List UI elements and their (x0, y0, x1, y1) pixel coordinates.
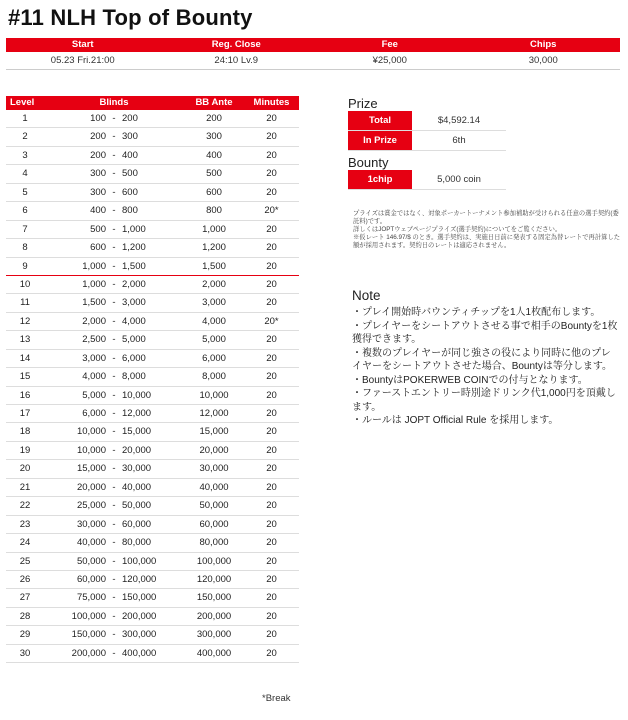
small-blind-value: 200,000 (71, 647, 106, 659)
small-blind-value: 200 (90, 131, 106, 143)
minutes-cell: 20 (266, 186, 277, 198)
blinds-separator: - (112, 426, 116, 438)
blinds-cell (44, 276, 184, 293)
minutes-cell: 20 (266, 168, 277, 180)
fine-print-line: プライズは賞金ではなく、対象ポーカートーナメント参加補助が受けられる任意の選手契約(委託料)です。 (353, 210, 619, 225)
minutes-cell: 20 (266, 149, 277, 161)
level-cell: 3 (22, 149, 28, 161)
note-item: ・ファーストエントリー時別途ドリンク代1,000円を頂戴します。 (352, 388, 616, 413)
big-blind-value: 300,000 (122, 629, 157, 641)
level-cell: 20 (19, 463, 31, 475)
blinds-separator: - (112, 555, 116, 567)
big-blind-value: 1,200 (122, 242, 146, 254)
minutes-cell: 20 (266, 260, 277, 272)
minutes-cell: 20 (266, 242, 277, 254)
minutes-cell: 20 (266, 352, 277, 364)
blinds-separator: - (112, 205, 116, 217)
level-cell: 4 (22, 168, 28, 180)
blind-structure-table (6, 96, 299, 663)
small-blind-value: 25,000 (76, 500, 106, 512)
prize-row-in-prize (348, 131, 506, 151)
big-blind-value: 15,000 (122, 426, 152, 438)
big-blind-value: 12,000 (122, 408, 152, 419)
bb-ante-cell: 120,000 (196, 573, 232, 585)
blinds-body (6, 110, 299, 663)
header-bb-ante: BB Ante (195, 97, 233, 108)
blinds-cell (44, 294, 184, 311)
bb-ante-cell: 2,000 (202, 278, 226, 290)
minutes-cell: 20 (266, 113, 277, 124)
small-blind-value: 50,000 (76, 555, 106, 567)
level-cell: 8 (22, 242, 28, 254)
level-cell: 12 (19, 315, 31, 327)
blinds-cell (44, 626, 184, 643)
blind-level-row (6, 202, 299, 220)
small-blind-value: 40,000 (76, 537, 106, 549)
big-blind-value: 400 (122, 149, 138, 161)
big-blind-value: 4,000 (122, 315, 146, 327)
big-blind-value: 60,000 (122, 518, 152, 530)
level-cell: 24 (19, 537, 31, 549)
small-blind-value: 2,500 (82, 334, 106, 346)
big-blind-value: 100,000 (122, 555, 157, 567)
blind-level-row (6, 571, 299, 589)
small-blind-value: 100 (90, 113, 106, 124)
bb-ante-cell: 200,000 (196, 610, 232, 622)
level-cell: 29 (19, 629, 31, 641)
info-value-reg-close: 24:10 Lv.9 (214, 55, 259, 66)
note-item: ・プレイ開始時バウンティチップを1人1枚配布します。 (352, 307, 601, 318)
blinds-cell (44, 423, 184, 440)
bb-ante-cell: 400 (206, 149, 222, 161)
level-cell: 25 (19, 555, 31, 567)
fine-print-line: 詳しくはJOPTウェブページプライズ(選手契約)についてをご覧ください。 (353, 226, 562, 233)
big-blind-value: 400,000 (122, 647, 157, 659)
blinds-cell (44, 553, 184, 570)
level-cell: 30 (19, 647, 31, 659)
small-blind-value: 15,000 (76, 463, 106, 475)
blind-level-row (6, 276, 299, 294)
blinds-cell (44, 608, 184, 625)
small-blind-value: 10,000 (76, 426, 106, 438)
blinds-cell (44, 516, 184, 533)
big-blind-value: 300 (122, 131, 138, 143)
blind-level-row (6, 368, 299, 386)
bounty-chip-value: 5,000 coin (437, 174, 481, 185)
blinds-cell (44, 368, 184, 385)
blinds-separator: - (112, 242, 116, 254)
note-item: ・BountyはPOKERWEB COINでの付与となります。 (352, 374, 588, 386)
prize-fine-print (353, 210, 621, 250)
big-blind-value: 200 (122, 113, 138, 124)
blinds-separator: - (112, 463, 116, 475)
blinds-separator: - (112, 131, 116, 143)
small-blind-value: 200 (90, 149, 106, 161)
small-blind-value: 5,000 (82, 389, 106, 401)
bb-ante-cell: 6,000 (202, 352, 226, 364)
bb-ante-cell: 400,000 (196, 647, 232, 659)
info-header-start: Start (71, 39, 94, 50)
minutes-cell: 20 (266, 223, 277, 235)
minutes-cell: 20 (266, 463, 277, 475)
minutes-cell: 20* (264, 205, 279, 217)
bounty-title: Bounty (348, 155, 389, 170)
blinds-header-row (6, 96, 299, 110)
bounty-section (348, 155, 506, 190)
blinds-cell (44, 313, 184, 330)
minutes-cell: 20 (266, 592, 277, 604)
big-blind-value: 2,000 (122, 278, 146, 290)
note-section (352, 288, 620, 428)
level-cell: 2 (22, 131, 28, 143)
minutes-cell: 20 (266, 371, 277, 383)
blind-level-row (6, 405, 299, 423)
blinds-separator: - (112, 371, 116, 383)
blinds-separator: - (112, 334, 116, 346)
blinds-cell (44, 202, 184, 219)
small-blind-value: 300 (90, 186, 106, 198)
blinds-separator: - (112, 518, 116, 530)
minutes-cell: 20 (266, 278, 277, 290)
minutes-cell: 20 (266, 555, 277, 567)
blind-level-row (6, 608, 299, 626)
blind-level-row (6, 165, 299, 183)
blinds-separator: - (112, 500, 116, 512)
prize-total-value: $4,592.14 (437, 115, 481, 126)
big-blind-value: 5,000 (122, 334, 146, 346)
level-cell: 10 (19, 278, 31, 290)
minutes-cell: 20 (266, 297, 277, 309)
big-blind-value: 200,000 (122, 610, 157, 622)
minutes-cell: 20 (266, 334, 277, 346)
blinds-cell (44, 128, 184, 145)
fine-print-line: ※仮レート 146.97/$ のとき。選手契約は、実施日日前に発表する固定為替レートで再計算した額が採用されます。契約日のレートは適応されません。 (353, 234, 621, 249)
info-header-row (6, 38, 620, 52)
big-blind-value: 150,000 (122, 592, 157, 604)
page-title: #11 NLH Top of Bounty (8, 5, 253, 30)
level-cell: 9 (22, 260, 28, 272)
info-value-chips: 30,000 (528, 55, 558, 66)
level-cell: 28 (19, 610, 31, 622)
bb-ante-cell: 80,000 (199, 537, 229, 549)
small-blind-value: 1,000 (82, 278, 106, 290)
blinds-separator: - (112, 352, 116, 364)
bounty-chip-label: 1chip (348, 170, 412, 189)
prize-in-prize-value: 6th (452, 135, 466, 146)
blinds-separator: - (112, 481, 116, 493)
level-cell: 1 (22, 113, 28, 124)
small-blind-value: 30,000 (76, 518, 106, 530)
level-cell: 26 (19, 573, 31, 585)
info-header-fee: Fee (381, 39, 398, 50)
level-cell: 19 (19, 444, 31, 456)
big-blind-value: 600 (122, 186, 138, 198)
blind-level-row (6, 387, 299, 405)
blind-level-row (6, 534, 299, 552)
blind-level-row (6, 589, 299, 607)
blind-level-row (6, 516, 299, 534)
level-cell: 13 (19, 334, 31, 346)
bb-ante-cell: 40,000 (199, 481, 229, 493)
bb-ante-cell: 15,000 (199, 426, 229, 438)
minutes-cell: 20 (266, 426, 277, 438)
bb-ante-cell: 12,000 (199, 408, 229, 419)
big-blind-value: 10,000 (122, 389, 152, 401)
prize-title: Prize (348, 96, 378, 111)
big-blind-value: 1,500 (122, 260, 146, 272)
small-blind-value: 6,000 (82, 408, 106, 419)
blinds-separator: - (112, 315, 116, 327)
big-blind-value: 40,000 (122, 481, 152, 493)
bb-ante-cell: 1,200 (202, 242, 226, 254)
bounty-row-chip (348, 170, 506, 190)
header-level: Level (10, 97, 35, 108)
info-header-chips: Chips (530, 39, 557, 50)
note-title: Note (352, 288, 381, 303)
small-blind-value: 400 (90, 205, 106, 217)
blind-level-row (6, 553, 299, 571)
bb-ante-cell: 1,000 (202, 223, 226, 235)
note-item: ・複数のプレイヤーが同じ強さの役により同時に他のプレイヤーをシートアウトさせた場合、Bountyは等分します。 (352, 347, 613, 372)
level-cell: 27 (19, 592, 31, 604)
level-cell: 18 (19, 426, 31, 438)
bb-ante-cell: 30,000 (199, 463, 229, 475)
blind-level-row (6, 331, 299, 349)
bb-ante-cell: 10,000 (199, 389, 229, 401)
blinds-separator: - (112, 537, 116, 549)
blind-level-row (6, 460, 299, 478)
blind-level-row (6, 479, 299, 497)
small-blind-value: 4,000 (82, 371, 106, 383)
level-cell: 5 (22, 186, 28, 198)
big-blind-value: 3,000 (122, 297, 146, 309)
level-cell: 6 (22, 205, 28, 217)
level-cell: 15 (19, 371, 31, 383)
blind-level-row (6, 423, 299, 441)
header-blinds: Blinds (99, 97, 129, 108)
blind-level-row (6, 184, 299, 202)
note-item: ・プレイヤーをシートアウトさせる事で相手のBountyを1枚獲得できます。 (352, 320, 618, 345)
small-blind-value: 600 (90, 242, 106, 254)
small-blind-value: 2,000 (82, 315, 106, 327)
level-cell: 16 (19, 389, 31, 401)
level-cell: 23 (19, 518, 31, 530)
blinds-separator: - (112, 297, 116, 309)
big-blind-value: 8,000 (122, 371, 146, 383)
blind-level-row (6, 239, 299, 257)
tournament-info-table (6, 38, 620, 70)
info-value-start: 05.23 Fri.21:00 (50, 55, 115, 66)
blind-level-row (6, 147, 299, 165)
blinds-separator: - (112, 610, 116, 622)
blinds-separator: - (112, 573, 116, 585)
blinds-cell (44, 405, 184, 422)
minutes-cell: 20 (266, 537, 277, 549)
blind-level-row (6, 294, 299, 312)
blinds-separator: - (112, 223, 116, 235)
blind-level-row (6, 221, 299, 239)
blinds-cell (44, 350, 184, 367)
big-blind-value: 20,000 (122, 444, 152, 456)
blinds-separator: - (112, 647, 116, 659)
big-blind-value: 500 (122, 168, 138, 180)
small-blind-value: 500 (90, 223, 106, 235)
bb-ante-cell: 3,000 (202, 297, 226, 309)
big-blind-value: 50,000 (122, 500, 152, 512)
minutes-cell: 20* (264, 315, 279, 327)
blinds-cell (44, 387, 184, 404)
blinds-separator: - (112, 278, 116, 290)
blinds-cell (44, 645, 184, 662)
blinds-cell (44, 571, 184, 588)
minutes-cell: 20 (266, 131, 277, 143)
blinds-cell (44, 331, 184, 348)
bb-ante-cell: 300,000 (196, 629, 232, 641)
bb-ante-cell: 60,000 (199, 518, 229, 530)
bb-ante-cell: 300 (206, 131, 222, 143)
prize-section (348, 96, 506, 151)
blinds-separator: - (112, 592, 116, 604)
blinds-cell (44, 479, 184, 496)
blinds-cell (44, 497, 184, 514)
small-blind-value: 300 (90, 168, 106, 180)
blinds-separator: - (112, 408, 116, 419)
info-value-fee: ¥25,000 (372, 55, 407, 66)
bb-ante-cell: 800 (206, 205, 222, 217)
bb-ante-cell: 200 (206, 113, 222, 124)
blinds-cell (44, 442, 184, 459)
blind-level-row (6, 645, 299, 663)
small-blind-value: 150,000 (71, 629, 106, 641)
minutes-cell: 20 (266, 408, 277, 419)
blinds-cell (44, 147, 184, 164)
blind-level-row (6, 110, 299, 128)
blind-level-row (6, 350, 299, 368)
minutes-cell: 20 (266, 518, 277, 530)
small-blind-value: 1,500 (82, 297, 106, 309)
minutes-cell: 20 (266, 647, 277, 659)
header-minutes: Minutes (253, 97, 290, 108)
blind-level-row (6, 442, 299, 460)
blinds-cell (44, 460, 184, 477)
blinds-cell (44, 589, 184, 606)
small-blind-value: 60,000 (76, 573, 106, 585)
small-blind-value: 10,000 (76, 444, 106, 456)
blinds-cell (44, 534, 184, 551)
small-blind-value: 3,000 (82, 352, 106, 364)
minutes-cell: 20 (266, 481, 277, 493)
bb-ante-cell: 5,000 (202, 334, 226, 346)
blinds-cell (44, 221, 184, 238)
bb-ante-cell: 100,000 (196, 555, 232, 567)
bb-ante-cell: 1,500 (202, 260, 226, 272)
level-cell: 11 (20, 297, 30, 309)
info-header-reg-close: Reg. Close (211, 39, 261, 50)
small-blind-value: 100,000 (71, 610, 106, 622)
big-blind-value: 120,000 (122, 573, 157, 585)
blind-level-row (6, 626, 299, 644)
small-blind-value: 1,000 (82, 260, 106, 272)
big-blind-value: 1,000 (122, 223, 146, 235)
minutes-cell: 20 (266, 444, 277, 456)
prize-in-prize-label: In Prize (348, 131, 412, 150)
bb-ante-cell: 20,000 (199, 444, 229, 456)
level-cell: 21 (19, 481, 31, 493)
bb-ante-cell: 8,000 (202, 371, 226, 383)
small-blind-value: 20,000 (76, 481, 106, 493)
level-cell: 22 (19, 500, 31, 512)
info-value-row (6, 52, 620, 70)
blind-level-row (6, 313, 299, 331)
bb-ante-cell: 150,000 (196, 592, 232, 604)
small-blind-value: 75,000 (76, 592, 106, 604)
blinds-separator: - (112, 186, 116, 198)
minutes-cell: 20 (266, 500, 277, 512)
blind-level-row (6, 497, 299, 515)
break-note: *Break (262, 693, 291, 704)
bb-ante-cell: 4,000 (202, 315, 226, 327)
prize-total-label: Total (348, 111, 412, 130)
bb-ante-cell: 50,000 (199, 500, 229, 512)
minutes-cell: 20 (266, 573, 277, 585)
level-cell: 17 (19, 408, 31, 419)
level-cell: 7 (22, 223, 28, 235)
big-blind-value: 800 (122, 205, 138, 217)
big-blind-value: 80,000 (122, 537, 152, 549)
big-blind-value: 30,000 (122, 463, 152, 475)
blinds-separator: - (112, 149, 116, 161)
blind-level-row (6, 258, 299, 276)
blinds-cell (44, 258, 184, 275)
big-blind-value: 6,000 (122, 352, 146, 364)
blinds-separator: - (112, 629, 116, 641)
blinds-cell (44, 165, 184, 182)
prize-row-total (348, 111, 506, 131)
blinds-cell (44, 184, 184, 201)
blinds-separator: - (112, 444, 116, 456)
blinds-cell (44, 239, 184, 256)
blinds-separator: - (112, 260, 116, 272)
blind-level-row (6, 128, 299, 146)
blinds-separator: - (112, 113, 116, 124)
level-cell: 14 (19, 352, 31, 364)
blinds-cell (44, 110, 184, 127)
blinds-separator: - (112, 168, 116, 180)
minutes-cell: 20 (266, 389, 277, 401)
minutes-cell: 20 (266, 610, 277, 622)
bb-ante-cell: 500 (206, 168, 222, 180)
note-item: ・ルールは JOPT Official Rule を採用します。 (352, 415, 559, 426)
minutes-cell: 20 (266, 629, 277, 641)
blinds-separator: - (112, 389, 116, 401)
bb-ante-cell: 600 (206, 186, 222, 198)
